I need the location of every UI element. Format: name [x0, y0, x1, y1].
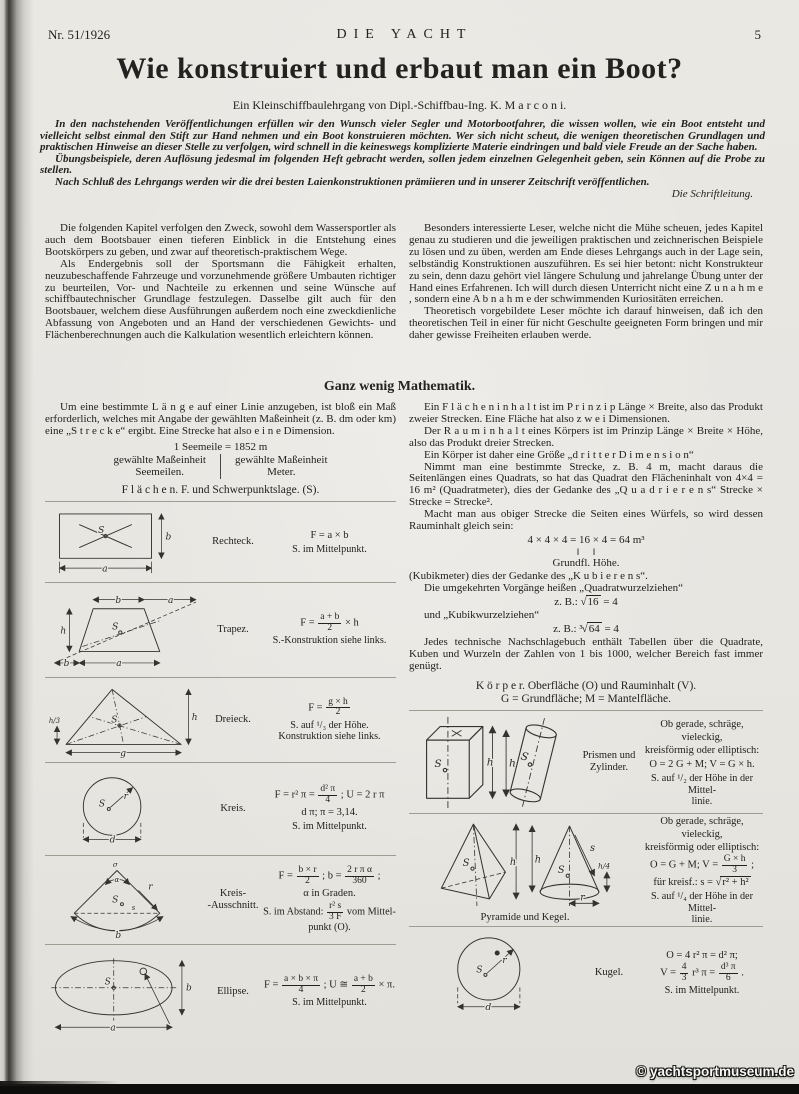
figure-label	[203, 536, 263, 548]
fraction: $\frac{a + b}{2}$	[320, 612, 340, 633]
label-h: h	[60, 626, 67, 637]
intro-paragraph: In den nachstehenden Veröffentlichungen erfüllen wir den Wunsch vieler Segler und Motorbootfahrer, die wissen wollen, wie ein Boot entsteht und vielleicht selbst einmal den Stift zur Hand nehmen und ein Boot konstruieren möchten. Wer sich nicht scheut, die wenigen theoretischen Grundlagen und praktischen Hinweise an dieser Stelle zu verfolgen, wird schnell in die keineswegs komplizierte Materie eindringen und bald viele Freude an der Sache haben.	[40, 118, 765, 154]
math-paragraph: Macht man aus obiger Strecke die Seiten eines Würfels, so wird dessen Rauminhalt gleich sein:	[409, 508, 763, 533]
label-r: r	[502, 955, 507, 967]
formula-note: S. auf ¹/₂ der Höhe in der Mittel- linie.	[651, 773, 753, 808]
prismen-zylinder-drawing	[413, 711, 573, 813]
masthead: DIE YACHT	[336, 27, 473, 42]
label-b: b	[165, 532, 172, 543]
figure-name: Ellipse.	[217, 985, 249, 997]
label-S: S	[98, 525, 105, 536]
dreieck-diagram	[45, 682, 203, 758]
figure-row-ellipse	[45, 945, 396, 1039]
figure-formulas	[641, 948, 763, 997]
label-r: r	[580, 893, 585, 905]
label-S: S	[112, 621, 119, 632]
figure-label	[203, 888, 263, 912]
kreisausschnitt-drawing	[48, 859, 200, 940]
formula	[263, 613, 396, 633]
label-S: S	[434, 757, 442, 771]
math-paragraph: (Kubikmeter) dies der Gedanke des „K u b i e r e n s“.	[409, 569, 648, 582]
seemeile-col-right	[220, 454, 342, 479]
seemeile-example	[45, 441, 396, 479]
label-b: b	[115, 595, 122, 606]
label-b: b	[63, 658, 70, 669]
formula-note: S. im Abstand: $\frac{\text{r² s}}{3 F}$ vom Mittel- punkt (O).	[263, 901, 396, 934]
label-d: d	[109, 835, 116, 846]
math-column-right	[409, 402, 763, 1039]
body-paragraph: Besonders interessierte Leser, welche nicht die Mühe scheuen, jedes Kapitel genau zu studieren und die jeweiligen praktischen und zeichnerischen Beispiele zu lösen und zu üben, werden am Ende dieses Lehrgangs auch in der Lage sein, selbständig Konstruktionen auszuführen. Es sei hier betont: nicht Konstrukteur zu sein, denn dazu gehört viel längere Schulung und jahrelange Übung unter der Hand eines Erfahrenen. Ich will durch diesen Unterricht nicht eine Z u n a h m e , sondern eine A b n a h m e der schwimmenden Kuriositäten erreichen.	[409, 222, 763, 306]
math-paragraph: Ein Körper ist daher eine Größe „d r i t t e r D i m e n s i o n“	[424, 448, 694, 461]
figure-row-prismen-zylinder	[409, 711, 763, 814]
label-h: h	[191, 712, 198, 723]
issue-number: Nr. 51/1926	[48, 27, 111, 42]
page-number: 5	[754, 27, 761, 42]
pyramide-kegel-drawing	[436, 817, 614, 913]
fraction: $\frac{\text{r² s}}{3 F}$	[328, 901, 342, 922]
formula	[263, 975, 396, 995]
label-h: h	[508, 756, 516, 770]
intro-paragraph: Übungsbeispiele, deren Auflösung jedesmal im folgenden Heft gebracht werden, sollen jedem einzelnen Gelegenheit geben, sein Können auf die Probe zu stellen.	[40, 152, 765, 177]
figure-label	[577, 967, 641, 979]
formula-part: × h	[344, 617, 359, 629]
figure-caption: Pyramide und Kegel.	[480, 911, 570, 923]
figure-formulas	[263, 528, 396, 556]
kreis-drawing	[48, 772, 200, 846]
intro-paragraph: Nach Schluß des Lehrgangs werden wir die drei besten Laienkonstruktionen prämiieren und in unserer Zeitschrift veröffentlichen.	[55, 175, 650, 188]
seemeile-cell: gewählte Maßeinheit	[113, 453, 206, 466]
math-paragraph: Um eine bestimmte L ä n g e auf einer Linie anzugeben, ist bloß ein Maß erforderlich, welches mit Angabe der gewählten Maßeinheit (z. B. dm oder km) eine „S t r e c k e“ ergibt. Eine Strecke hat also e i n e Dimension.	[45, 401, 396, 437]
figure-label	[577, 750, 641, 774]
kreisausschnitt-diagram	[45, 859, 203, 940]
trapez-drawing	[48, 589, 200, 671]
formula: O = G + M; V = $\frac{G \times h}{3}$ ;	[649, 854, 755, 875]
math-column-left	[45, 402, 396, 1039]
label-a: a	[102, 564, 108, 575]
seemeile-col-left	[99, 454, 220, 479]
formula-note: S.-Konstruktion siehe links.	[272, 635, 387, 647]
label-S: S	[557, 865, 565, 877]
label-h: h	[509, 857, 517, 869]
label-h: h	[534, 854, 542, 866]
formula: d π; π = 3,14.	[301, 807, 358, 819]
ellipse-diagram	[45, 950, 203, 1034]
label-h3: h/3	[48, 716, 61, 725]
figure-name: Trapez.	[217, 623, 249, 635]
label-a: a	[167, 595, 174, 606]
formula: für kreisf.: s = √ r² + h²	[653, 877, 749, 889]
figure-name: Dreieck.	[215, 713, 251, 725]
figure-name: Prismen und	[582, 750, 636, 762]
label-a: a	[110, 1023, 116, 1034]
body-column-right	[409, 223, 763, 342]
body-paragraph: Theoretisch vorgebildete Leser möchte ich darauf hinweisen, daß ich den theoretischen Teil in einer für nicht Geschulte geeigneten Form bringen und mir daher gewisse Freiheiten erlauben werde.	[409, 305, 763, 342]
figure-label	[203, 714, 263, 726]
scan-bottom-bar	[0, 1084, 799, 1094]
cbrt-equation: z. B.: ³√ 64 = 4	[553, 622, 619, 635]
pyramide-kegel-diagram	[409, 817, 641, 922]
figure-formulas	[263, 697, 396, 743]
label-S: S	[462, 858, 470, 870]
figure-name: Kreis-	[219, 887, 247, 899]
cube-equation-marks: ‖ ‖	[576, 546, 596, 557]
article-byline: Ein Kleinschiffbaulehrgang von Dipl.-Schiffbau-Ing. K. M a r c o n i.	[232, 98, 567, 112]
formula	[263, 698, 396, 718]
label-sigma: σ	[112, 861, 118, 870]
rechteck-diagram	[45, 509, 203, 575]
formula-part: F =	[300, 617, 315, 629]
figure-row-kugel	[409, 927, 763, 1019]
label-alpha: α	[114, 876, 120, 885]
formula-note: S. auf ¹/₃ der Höhe. Konstruktion siehe links.	[278, 719, 381, 743]
figure-row-dreieck	[45, 678, 396, 763]
math-paragraph: und „Kubikwurzelziehen“	[424, 608, 540, 621]
kugel-diagram	[409, 932, 577, 1013]
article-title: Wie konstruiert und erbaut man ein Boot?	[116, 52, 683, 85]
formula: α in Graden.	[303, 888, 356, 900]
dreieck-drawing	[48, 682, 200, 758]
formula-note: S. im Mittelpunkt.	[664, 985, 740, 997]
label-g: g	[120, 748, 127, 758]
fraction: $\frac{4}{3}$	[681, 962, 687, 983]
figure-formulas	[263, 974, 396, 1009]
label-S: S	[112, 895, 119, 906]
figure-formulas	[641, 717, 763, 808]
math-paragraph: Der R a u m i n h a l t eines Körpers ist im Prinzip Länge × Breite × Höhe, also das Produkt dreier Strecken.	[409, 424, 763, 449]
fraction: $\frac{b \times r}{2}$	[298, 865, 317, 886]
label-S: S	[111, 715, 118, 726]
body-paragraph: Die folgenden Kapitel verfolgen den Zweck, sowohl dem Wassersportler als auch dem Bootsbauer einen tieferen Einblick in die Entstehung eines Bootskörpers zu geben, und zwar auf theoretisch-praktischem Wege.	[45, 222, 396, 258]
body-paragraph: Als Endergebnis soll der Sportsmann die Fähigkeit erhalten, neuzubeschaffende Fahrzeuge und vorzunehmende größere Umbauten richtiger zu beurteilen, Vor- und Nachteile zu erkennen und seine Wünsche auf schiffbautechnischer Grundlage festzulegen. Dasselbe gilt auch für den Bootsbauer, welchem diese Ausführungen außerdem noch eine zweckdienliche Abfassung von Angeboten und an Hand der verschiedenen Gewichts- und Flächenberechnungen auch die Kalkulation wesentlich erleichtern können.	[45, 257, 396, 342]
fraction: $\frac{a \times b \times \pi}{4}$	[284, 974, 318, 995]
label-h: h	[486, 755, 494, 769]
kugel-drawing	[430, 932, 556, 1013]
formula-note: S. im Mittelpunkt.	[292, 543, 367, 555]
label-S: S	[476, 964, 483, 976]
figure-formulas	[641, 814, 763, 926]
label-S: S	[104, 977, 111, 988]
section-heading-mathematik: Ganz wenig Mathematik.	[323, 379, 476, 394]
label-r: r	[148, 882, 153, 893]
figure-label	[203, 986, 263, 998]
label-S: S	[519, 749, 530, 765]
figure-row-trapez	[45, 583, 396, 678]
formula-part: ; U = 2 r π	[340, 789, 385, 801]
figure-label	[203, 624, 263, 636]
math-paragraph: Jedes technische Nachschlagebuch enthält Tabellen über die Quadrate, Kuben und Wurzeln der Zahlen von 1 bis 1000, welcher Bereich fast immer genügt.	[409, 635, 763, 672]
seemeile-table	[45, 454, 396, 479]
seemeile-cell: Seemeilen.	[135, 466, 184, 479]
figure-name: Zylinder.	[589, 762, 629, 774]
formula-part: F =	[264, 979, 279, 991]
formula-note: S. auf ¹/₄ der Höhe in der Mittel- linie.	[651, 891, 753, 926]
figure-label	[203, 803, 263, 815]
figure-row-kreis	[45, 763, 396, 856]
body-column-left	[45, 223, 396, 342]
formula-part: F =	[308, 702, 323, 714]
formula	[263, 866, 396, 886]
figure-row-pyramide-kegel	[409, 814, 763, 927]
seemeile-equation: 1 Seemeile = 1852 m	[173, 440, 268, 453]
prismen-zylinder-diagram	[409, 711, 577, 813]
formula-part: ;	[377, 870, 381, 882]
fraction: $\frac{G \times h}{3}$	[723, 854, 746, 875]
label-r: r	[123, 791, 128, 802]
flaechen-heading: F l ä c h e n. F. und Schwerpunktslage. (S).	[121, 483, 320, 496]
formula: V = $\frac{4}{3}$ r³ π = $\frac{\text{d³ π}}{6}$ .	[660, 962, 744, 983]
figure-row-kreisausschnitt	[45, 856, 396, 945]
label-b: b	[115, 931, 122, 940]
figure-name: Rechteck.	[212, 535, 254, 547]
math-paragraph: Die umgekehrten Vorgänge heißen „Quadratwurzelziehen“	[424, 581, 684, 594]
label-S: S	[98, 799, 106, 810]
figure-formulas	[263, 865, 396, 934]
label-a: a	[116, 658, 122, 669]
math-paragraph: Nimmt man eine bestimmte Strecke, z. B. 4 m, macht daraus die Seitenlängen eines Quadrats, so hat das Quadrat den Flächeninhalt von 4×4 = 16 m² (Quadratmeter), dies der Gedanke des „Q u a d r i e r e n s“ Strecke × Strecke = Strecke².	[409, 460, 763, 509]
figure-name: Kugel.	[594, 966, 624, 978]
condition-text: Ob gerade, schräge, vieleckig, kreisförmig oder elliptisch:	[644, 816, 760, 854]
binding-shadow	[0, 0, 34, 1094]
formula-note: S. im Mittelpunkt.	[292, 997, 367, 1009]
koerper-heading: K ö r p e r. Oberfläche (O) und Rauminhalt (V). G = Grundfläche; M = Mantelfläche.	[475, 680, 697, 706]
flaechen-table	[45, 501, 396, 1039]
label-h4: h/4	[597, 862, 611, 872]
seemeile-cell: Meter.	[267, 466, 296, 479]
formula-part: ; U ≅	[323, 979, 349, 991]
figure-name: Kreis.	[220, 802, 246, 814]
figure-formulas	[263, 784, 396, 833]
formula	[263, 785, 396, 805]
cube-equation: 4 × 4 × 4 = 16 × 4 = 64 m³	[527, 533, 645, 546]
label-s: s	[131, 904, 136, 913]
formula-part: ; b =	[322, 870, 342, 882]
formula: O = 4 r² π = d² π;	[666, 950, 738, 962]
fraction: $\frac{g \times h}{2}$	[328, 696, 348, 718]
formula-part: × π.	[378, 979, 395, 991]
formula-part: F =	[278, 870, 293, 882]
koerper-table	[409, 710, 763, 1018]
label-s: s	[589, 843, 595, 855]
figure-name: -Ausschnitt.	[207, 899, 259, 911]
figure-formulas	[263, 612, 396, 647]
intro-signoff: Die Schriftleitung.	[671, 187, 753, 200]
editorial-intro	[40, 119, 765, 200]
fraction: $\frac{\text{d² π}}{4}$	[320, 784, 336, 805]
formula-part: F = r² π =	[274, 789, 315, 801]
seemeile-cell: gewählte Maßeinheit	[235, 453, 328, 466]
body-columns	[45, 223, 763, 342]
figure-row-rechteck	[45, 502, 396, 583]
ellipse-drawing	[48, 950, 200, 1034]
trapez-diagram	[45, 589, 203, 671]
watermark: © yachtsportmuseum.de	[636, 1064, 794, 1079]
formula: F = a × b	[310, 529, 349, 541]
label-d: d	[485, 1002, 492, 1014]
fraction: $\frac{a + b}{2}$	[353, 974, 373, 995]
kreis-diagram	[45, 772, 203, 846]
condition-text: Ob gerade, schräge, vieleckig, kreisförmig oder elliptisch:	[644, 719, 760, 757]
cube-equation-label: Grundfl. Höhe.	[552, 556, 620, 569]
formula: O = 2 G + M; V = G × h.	[649, 759, 755, 771]
math-columns	[45, 402, 763, 1039]
sqrt-equation: z. B.: √ 16 = 4	[554, 595, 618, 608]
rechteck-drawing	[48, 509, 200, 575]
label-b: b	[186, 983, 192, 994]
math-paragraph: Ein F l ä c h e n i n h a l t ist im P r i n z i p Länge × Breite, also das Produkt zweier Strecken. Eine Fläche hat also z w e i Dimensionen.	[409, 401, 763, 425]
fraction: $\frac{\text{d³ π}}{6}$	[720, 962, 736, 983]
formula-note: S. im Mittelpunkt.	[292, 821, 367, 833]
fraction: $\frac{\text{2 r π α}}{360}$	[347, 865, 372, 886]
